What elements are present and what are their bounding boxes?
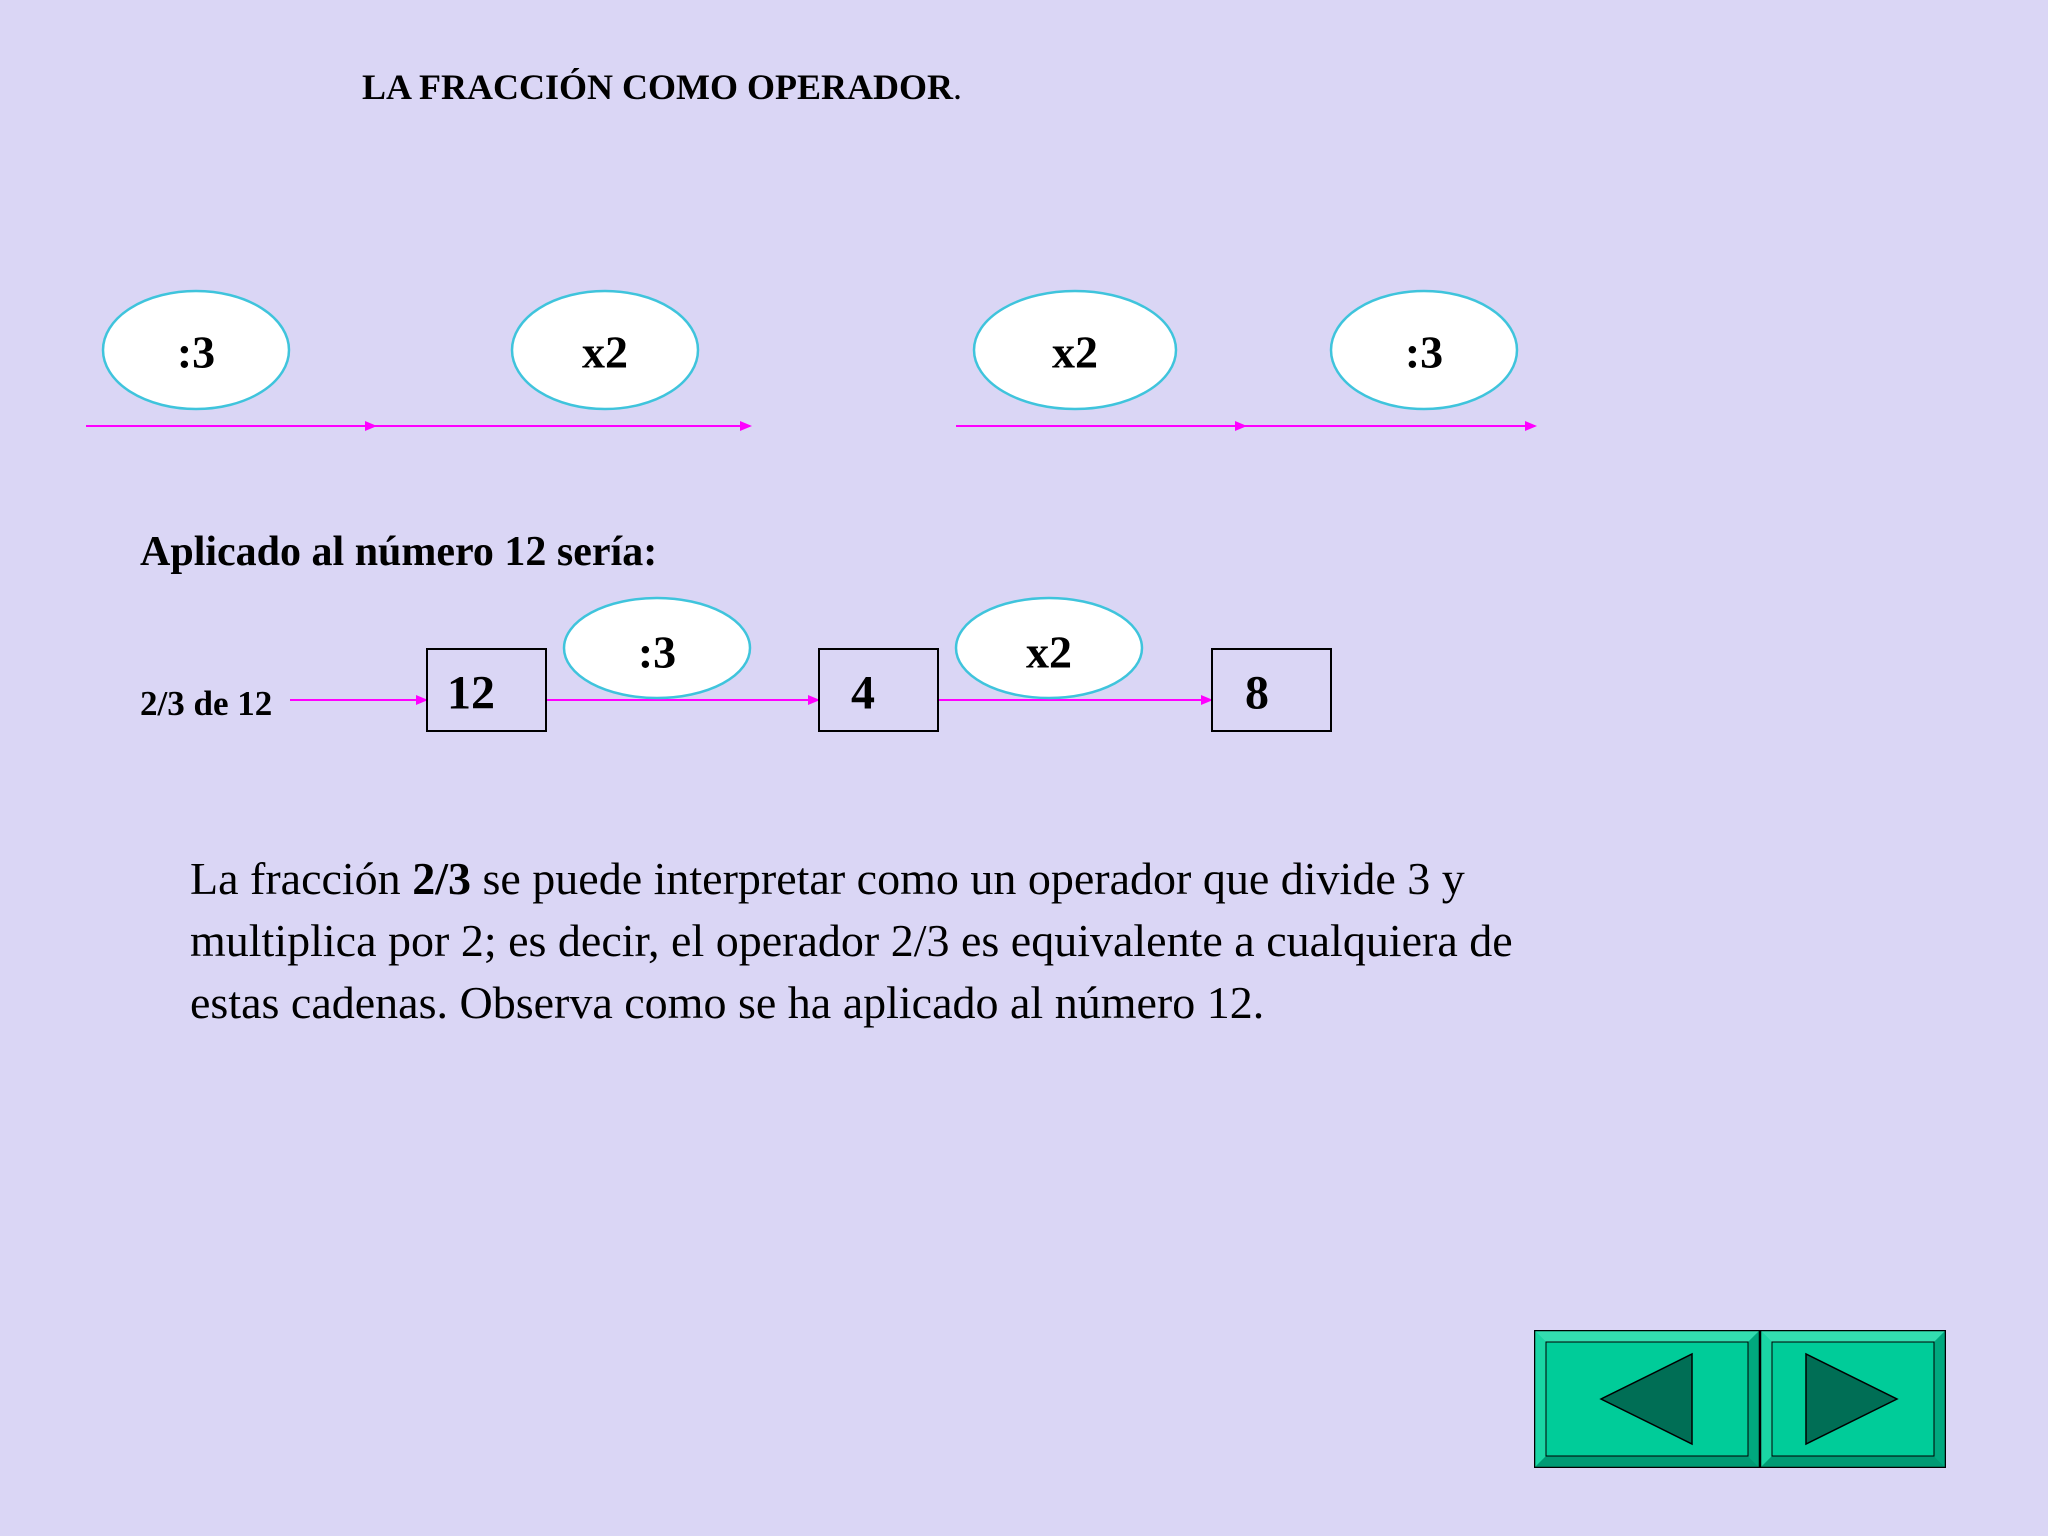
applied-op1-label: :3 [637,626,677,678]
explanation-part1: La fracción [190,853,413,904]
next-button[interactable] [1760,1330,1946,1468]
explanation-bold-fraction: 2/3 [412,853,471,904]
navigation-buttons [1534,1330,1946,1468]
applied-box-12-label: 12 [447,666,495,720]
next-button-graphic [1760,1330,1946,1468]
chain-left [86,291,750,426]
applied-chain [290,598,1331,731]
explanation-part2: se puede interpretar como un operador que divide 3 y multiplica por 2; es decir, el operador 2/3 es equivalente a cualquiera de estas cadenas. Observa como se ha aplicado al número 12. [190,853,1513,1028]
slide-title-suffix: . [953,67,962,107]
chain-left-op1-label: :3 [176,326,216,378]
explanation-paragraph [190,848,1610,1034]
chain-right-op1-label: x2 [1052,326,1098,378]
chain-right-op2-label: :3 [1404,326,1444,378]
applied-box-4 [819,649,938,731]
chain-left-op2-label: x2 [582,326,628,378]
applied-start-label: 2/3 de 12 [140,684,273,723]
applied-box-8 [1212,649,1331,731]
applied-heading: Aplicado al número 12 sería: [140,529,658,575]
applied-box-4-label: 4 [851,666,875,720]
slide-title-text: LA FRACCIÓN COMO OPERADOR [362,67,953,107]
applied-op2-label: x2 [1026,626,1072,678]
chain-right [956,291,1535,426]
previous-button[interactable] [1534,1330,1760,1468]
previous-button-graphic [1534,1330,1760,1468]
applied-box-8-label: 8 [1245,666,1269,720]
